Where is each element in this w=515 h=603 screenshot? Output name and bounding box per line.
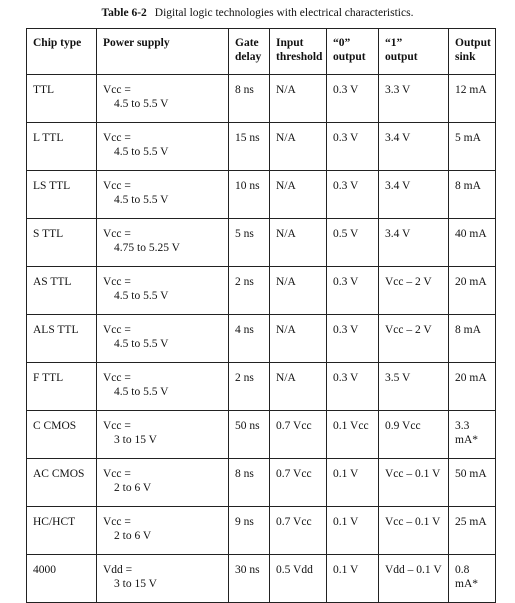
input-threshold-cell: 0.7 Vcc — [270, 507, 327, 555]
output-sink-cell: 5 mA — [449, 123, 496, 171]
table-row — [27, 315, 496, 363]
one-output-cell: Vcc – 0.1 V — [379, 507, 449, 555]
input-threshold-cell: 0.5 Vdd — [270, 555, 327, 603]
chip-type-cell: C CMOS — [27, 411, 97, 459]
one-output-cell: 3.5 V — [379, 363, 449, 411]
chip-type-cell: F TTL — [27, 363, 97, 411]
zero-output-cell: 0.3 V — [327, 315, 379, 363]
power-supply-cell — [97, 363, 229, 411]
input-threshold-cell: N/A — [270, 315, 327, 363]
power-supply-label: Vcc = — [103, 324, 131, 336]
one-output-cell: Vdd – 0.1 V — [379, 555, 449, 603]
power-supply-range: 4.75 to 5.25 V — [114, 242, 180, 254]
power-supply-range: 4.5 to 5.5 V — [114, 290, 169, 302]
chip-type-cell: TTL — [27, 75, 97, 123]
one-output-cell: 3.3 V — [379, 75, 449, 123]
header-one-output-line2: output — [385, 51, 418, 63]
one-output-cell: 3.4 V — [379, 123, 449, 171]
power-supply-cell — [97, 219, 229, 267]
gate-delay-cell: 2 ns — [229, 267, 270, 315]
header-input-threshold-line2: threshold — [276, 51, 323, 63]
zero-output-cell: 0.3 V — [327, 267, 379, 315]
zero-output-cell: 0.3 V — [327, 363, 379, 411]
output-sink-cell: 50 mA — [449, 459, 496, 507]
header-one-output-line1: “1” — [385, 37, 403, 49]
power-supply-label: Vdd = — [103, 564, 133, 576]
input-threshold-cell: 0.7 Vcc — [270, 411, 327, 459]
header-zero-output-line2: output — [333, 51, 366, 63]
gate-delay-cell: 5 ns — [229, 219, 270, 267]
zero-output-cell: 0.1 Vcc — [327, 411, 379, 459]
one-output-cell: Vcc – 2 V — [379, 267, 449, 315]
power-supply-label: Vcc = — [103, 180, 131, 192]
chip-type-cell: 4000 — [27, 555, 97, 603]
table-title: Digital logic technologies with electrical characteristics. — [154, 7, 414, 19]
power-supply-label: Vcc = — [103, 516, 131, 528]
header-chip-type-line1: Chip type — [33, 37, 82, 49]
input-threshold-cell: N/A — [270, 219, 327, 267]
power-supply-range: 4.5 to 5.5 V — [114, 338, 169, 350]
power-supply-cell — [97, 459, 229, 507]
table-header — [27, 29, 496, 75]
zero-output-cell: 0.5 V — [327, 219, 379, 267]
output-sink-cell: 8 mA — [449, 171, 496, 219]
input-threshold-cell: N/A — [270, 75, 327, 123]
chip-type-cell: AS TTL — [27, 267, 97, 315]
power-supply-cell — [97, 171, 229, 219]
header-one-output — [379, 29, 449, 75]
header-zero-output-line1: “0” — [333, 37, 351, 49]
power-supply-range: 3 to 15 V — [114, 578, 157, 590]
one-output-cell: 3.4 V — [379, 219, 449, 267]
power-supply-cell — [97, 75, 229, 123]
power-supply-range: 4.5 to 5.5 V — [114, 98, 169, 110]
output-sink-cell: 40 mA — [449, 219, 496, 267]
header-power-supply-line1: Power supply — [103, 37, 170, 49]
power-supply-label: Vcc = — [103, 228, 131, 240]
output-sink-cell: 20 mA — [449, 267, 496, 315]
output-sink-cell: 0.8 mA* — [449, 555, 496, 603]
zero-output-cell: 0.3 V — [327, 123, 379, 171]
table-row — [27, 555, 496, 603]
power-supply-range: 2 to 6 V — [114, 482, 152, 494]
power-supply-range: 4.5 to 5.5 V — [114, 194, 169, 206]
input-threshold-cell: N/A — [270, 171, 327, 219]
power-supply-cell — [97, 411, 229, 459]
zero-output-cell: 0.1 V — [327, 459, 379, 507]
header-power-supply — [97, 29, 229, 75]
chip-type-cell: ALS TTL — [27, 315, 97, 363]
header-gate-delay-line1: Gate — [235, 37, 259, 49]
output-sink-cell: 20 mA — [449, 363, 496, 411]
power-supply-range: 3 to 15 V — [114, 434, 157, 446]
gate-delay-cell: 9 ns — [229, 507, 270, 555]
table-row — [27, 363, 496, 411]
table-row — [27, 267, 496, 315]
table-row — [27, 171, 496, 219]
header-row — [27, 29, 496, 75]
gate-delay-cell: 8 ns — [229, 75, 270, 123]
power-supply-label: Vcc = — [103, 468, 131, 480]
gate-delay-cell: 10 ns — [229, 171, 270, 219]
header-gate-delay — [229, 29, 270, 75]
zero-output-cell: 0.3 V — [327, 75, 379, 123]
power-supply-label: Vcc = — [103, 132, 131, 144]
power-supply-cell — [97, 507, 229, 555]
gate-delay-cell: 2 ns — [229, 363, 270, 411]
header-zero-output — [327, 29, 379, 75]
output-sink-cell: 3.3 mA* — [449, 411, 496, 459]
zero-output-cell: 0.3 V — [327, 171, 379, 219]
table-row — [27, 123, 496, 171]
header-input-threshold — [270, 29, 327, 75]
input-threshold-cell: N/A — [270, 123, 327, 171]
power-supply-label: Vcc = — [103, 276, 131, 288]
power-supply-range: 4.5 to 5.5 V — [114, 146, 169, 158]
table-row — [27, 75, 496, 123]
chip-type-cell: LS TTL — [27, 171, 97, 219]
gate-delay-cell: 4 ns — [229, 315, 270, 363]
one-output-cell: Vcc – 2 V — [379, 315, 449, 363]
table-row — [27, 459, 496, 507]
table-row — [27, 411, 496, 459]
table-number: Table 6-2 — [101, 7, 147, 19]
gate-delay-cell: 8 ns — [229, 459, 270, 507]
table-row — [27, 507, 496, 555]
power-supply-range: 4.5 to 5.5 V — [114, 386, 169, 398]
table-caption — [0, 7, 515, 19]
power-supply-cell — [97, 123, 229, 171]
power-supply-cell — [97, 555, 229, 603]
header-gate-delay-line2: delay — [235, 51, 262, 63]
chip-type-cell: AC CMOS — [27, 459, 97, 507]
power-supply-range: 2 to 6 V — [114, 530, 152, 542]
power-supply-label: Vcc = — [103, 372, 131, 384]
chip-type-cell: HC/HCT — [27, 507, 97, 555]
header-output-sink — [449, 29, 496, 75]
zero-output-cell: 0.1 V — [327, 507, 379, 555]
header-input-threshold-line1: Input — [276, 37, 304, 49]
header-chip-type — [27, 29, 97, 75]
power-supply-cell — [97, 315, 229, 363]
zero-output-cell: 0.1 V — [327, 555, 379, 603]
header-output-sink-line1: Output — [455, 37, 491, 49]
power-supply-label: Vcc = — [103, 84, 131, 96]
header-output-sink-line2: sink — [455, 51, 476, 63]
power-supply-label: Vcc = — [103, 420, 131, 432]
input-threshold-cell: N/A — [270, 363, 327, 411]
output-sink-cell: 25 mA — [449, 507, 496, 555]
logic-technologies-table — [26, 28, 496, 603]
table-body — [27, 75, 496, 603]
input-threshold-cell: 0.7 Vcc — [270, 459, 327, 507]
gate-delay-cell: 15 ns — [229, 123, 270, 171]
gate-delay-cell: 30 ns — [229, 555, 270, 603]
gate-delay-cell: 50 ns — [229, 411, 270, 459]
one-output-cell: 3.4 V — [379, 171, 449, 219]
one-output-cell: 0.9 Vcc — [379, 411, 449, 459]
input-threshold-cell: N/A — [270, 267, 327, 315]
output-sink-cell: 8 mA — [449, 315, 496, 363]
chip-type-cell: S TTL — [27, 219, 97, 267]
output-sink-cell: 12 mA — [449, 75, 496, 123]
chip-type-cell: L TTL — [27, 123, 97, 171]
table-row — [27, 219, 496, 267]
one-output-cell: Vcc – 0.1 V — [379, 459, 449, 507]
power-supply-cell — [97, 267, 229, 315]
